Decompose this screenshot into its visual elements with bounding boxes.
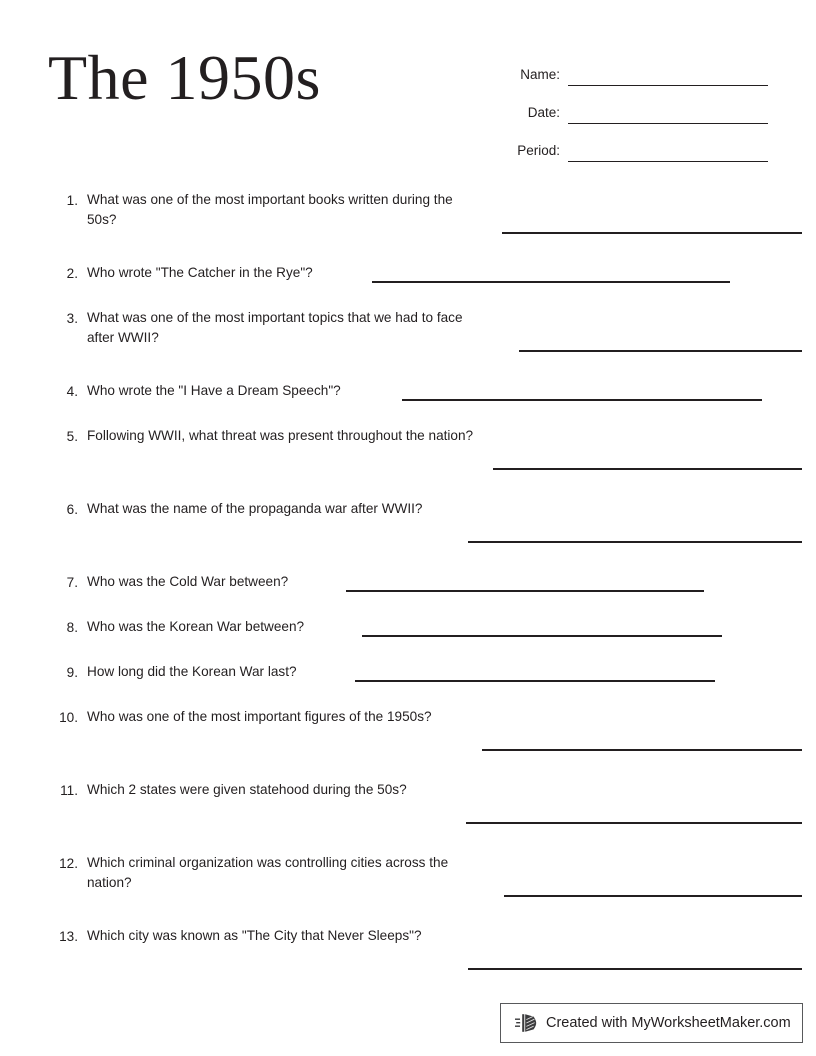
question-number: 1. bbox=[66, 193, 78, 208]
answer-line[interactable] bbox=[362, 635, 722, 637]
question-row bbox=[44, 707, 768, 755]
question-row bbox=[44, 926, 768, 974]
question-text: Who wrote "The Catcher in the Rye"? bbox=[87, 265, 313, 280]
question-body bbox=[78, 426, 768, 446]
question-row bbox=[44, 190, 768, 238]
question-text: Which city was known as "The City that Never Sleeps"? bbox=[87, 928, 422, 943]
question-number: 9. bbox=[66, 665, 78, 680]
student-info-fields bbox=[478, 48, 768, 162]
question-body bbox=[78, 780, 768, 800]
question-text: Which 2 states were given statehood during the 50s? bbox=[87, 782, 407, 797]
question-body bbox=[78, 853, 768, 892]
question-text: Who was the Cold War between? bbox=[87, 574, 289, 589]
question-row bbox=[44, 617, 768, 638]
worksheet-maker-logo-icon bbox=[515, 1011, 537, 1035]
question-number: 6. bbox=[66, 502, 78, 517]
question-text: How long did the Korean War last? bbox=[87, 664, 297, 679]
question-body bbox=[78, 572, 768, 592]
page-title: The 1950s bbox=[48, 42, 321, 113]
period-field-row bbox=[478, 124, 768, 162]
question-text: Which criminal organization was controlling cities across the nation? bbox=[87, 855, 449, 890]
question-row bbox=[44, 308, 768, 356]
answer-line[interactable] bbox=[372, 281, 730, 283]
answer-line[interactable] bbox=[493, 468, 802, 470]
question-number: 2. bbox=[66, 266, 78, 281]
date-field-input-line[interactable] bbox=[568, 105, 768, 124]
question-number: 4. bbox=[66, 384, 78, 399]
question-row bbox=[44, 853, 768, 901]
question-body bbox=[78, 190, 768, 229]
question-text: Who wrote the "I Have a Dream Speech"? bbox=[87, 383, 341, 398]
name-field-row bbox=[478, 48, 768, 86]
question-text: Following WWII, what threat was present throughout the nation? bbox=[87, 428, 474, 443]
question-number: 10. bbox=[59, 710, 78, 725]
question-body bbox=[78, 617, 768, 637]
answer-line[interactable] bbox=[468, 541, 802, 543]
name-field-label: Name: bbox=[520, 67, 560, 82]
answer-line[interactable] bbox=[502, 232, 802, 234]
question-row bbox=[44, 572, 768, 593]
question-row bbox=[44, 426, 768, 474]
answer-line[interactable] bbox=[504, 895, 802, 897]
question-number: 11. bbox=[60, 783, 78, 798]
worksheet-maker-badge-label: Created with MyWorksheetMaker.com bbox=[546, 1015, 791, 1031]
answer-line[interactable] bbox=[346, 590, 704, 592]
question-body bbox=[78, 499, 768, 519]
name-field-input-line[interactable] bbox=[568, 67, 768, 86]
period-field-label: Period: bbox=[517, 143, 560, 158]
question-row bbox=[44, 263, 768, 284]
question-body bbox=[78, 263, 768, 283]
question-text: What was one of the most important books written during the 50s? bbox=[87, 192, 453, 227]
worksheet-header bbox=[48, 40, 768, 158]
question-body bbox=[78, 381, 768, 401]
worksheet-maker-badge[interactable] bbox=[500, 1003, 803, 1043]
question-row bbox=[44, 780, 768, 828]
question-number: 5. bbox=[66, 429, 78, 444]
question-row bbox=[44, 381, 768, 402]
question-list bbox=[44, 190, 768, 999]
question-body bbox=[78, 308, 768, 347]
question-text: What was one of the most important topics that we had to face after WWII? bbox=[87, 310, 463, 345]
question-body bbox=[78, 926, 768, 946]
answer-line[interactable] bbox=[519, 350, 802, 352]
answer-line[interactable] bbox=[468, 968, 802, 970]
question-body bbox=[78, 662, 768, 682]
question-text: What was the name of the propaganda war after WWII? bbox=[87, 501, 423, 516]
question-row bbox=[44, 499, 768, 547]
question-number: 13. bbox=[59, 929, 78, 944]
date-field-row bbox=[478, 86, 768, 124]
question-text: Who was one of the most important figures of the 1950s? bbox=[87, 709, 432, 724]
question-body bbox=[78, 707, 768, 727]
answer-line[interactable] bbox=[466, 822, 802, 824]
question-number: 7. bbox=[66, 575, 78, 590]
period-field-input-line[interactable] bbox=[568, 143, 768, 162]
question-row bbox=[44, 662, 768, 683]
question-number: 3. bbox=[66, 311, 78, 326]
question-text: Who was the Korean War between? bbox=[87, 619, 305, 634]
question-number: 8. bbox=[66, 620, 78, 635]
answer-line[interactable] bbox=[482, 749, 802, 751]
answer-line[interactable] bbox=[355, 680, 715, 682]
question-number: 12. bbox=[59, 856, 78, 871]
date-field-label: Date: bbox=[527, 105, 560, 120]
answer-line[interactable] bbox=[402, 399, 762, 401]
